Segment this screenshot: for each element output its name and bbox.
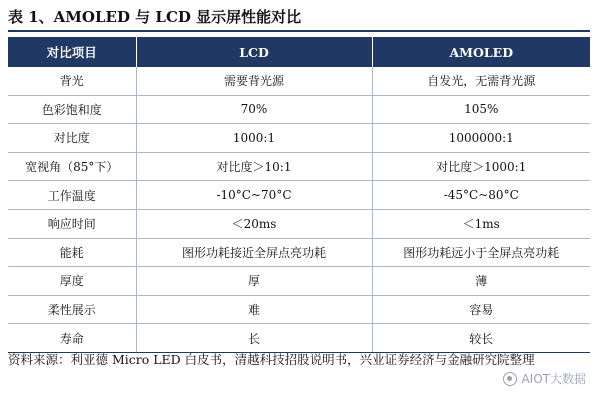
lcd-value: 图形功耗接近全屏点亮功耗 xyxy=(136,238,372,267)
amoled-value: ＜1ms xyxy=(372,209,590,238)
row-label: 厚度 xyxy=(8,267,136,296)
watermark-text: AIOT大数据 xyxy=(521,372,586,386)
amoled-value: 容易 xyxy=(372,295,590,324)
lcd-value: 1000:1 xyxy=(136,124,372,153)
amoled-value: -45°C~80°C xyxy=(372,181,590,210)
lcd-value: 难 xyxy=(136,295,372,324)
lcd-value: ＜20ms xyxy=(136,209,372,238)
amoled-value: 薄 xyxy=(372,267,590,296)
table-row xyxy=(8,95,590,124)
row-label: 柔性展示 xyxy=(8,295,136,324)
amoled-value: 对比度＞1000:1 xyxy=(372,152,590,181)
table-row xyxy=(8,238,590,267)
watermark-logo-icon xyxy=(503,372,517,386)
amoled-value: 图形功耗远小于全屏点亮功耗 xyxy=(372,238,590,267)
row-label: 对比度 xyxy=(8,124,136,153)
row-label: 背光 xyxy=(8,67,136,95)
row-label: 能耗 xyxy=(8,238,136,267)
source-note: 资料来源：利亚德 Micro LED 白皮书，清越科技招股说明书，兴业证券经济与金融研究院整理 xyxy=(8,352,535,367)
header-lcd: LCD xyxy=(136,37,372,67)
table-title: 表 1、AMOLED 与 LCD 显示屏性能对比 xyxy=(8,8,302,26)
table-row xyxy=(8,324,590,353)
lcd-value: 厚 xyxy=(136,267,372,296)
amoled-value: 105% xyxy=(372,95,590,124)
header-amoled: AMOLED xyxy=(372,37,590,67)
table-row xyxy=(8,181,590,210)
lcd-value: 长 xyxy=(136,324,372,353)
row-label: 响应时间 xyxy=(8,209,136,238)
lcd-value: -10°C~70°C xyxy=(136,181,372,210)
table-row xyxy=(8,67,590,95)
row-label: 寿命 xyxy=(8,324,136,353)
row-label: 色彩饱和度 xyxy=(8,95,136,124)
comparison-table xyxy=(8,37,590,353)
table-row xyxy=(8,152,590,181)
row-label: 工作温度 xyxy=(8,181,136,210)
table-row xyxy=(8,124,590,153)
table-header-row xyxy=(8,37,590,67)
lcd-value: 70% xyxy=(136,95,372,124)
table-row xyxy=(8,295,590,324)
row-label: 宽视角（85°下） xyxy=(8,152,136,181)
lcd-value: 需要背光源 xyxy=(136,67,372,95)
amoled-value: 1000000:1 xyxy=(372,124,590,153)
header-item: 对比项目 xyxy=(8,37,136,67)
table-row xyxy=(8,267,590,296)
amoled-value: 自发光，无需背光源 xyxy=(372,67,590,95)
table-row xyxy=(8,209,590,238)
title-divider xyxy=(8,30,590,32)
lcd-value: 对比度＞10:1 xyxy=(136,152,372,181)
amoled-value: 较长 xyxy=(372,324,590,353)
watermark xyxy=(503,370,586,387)
